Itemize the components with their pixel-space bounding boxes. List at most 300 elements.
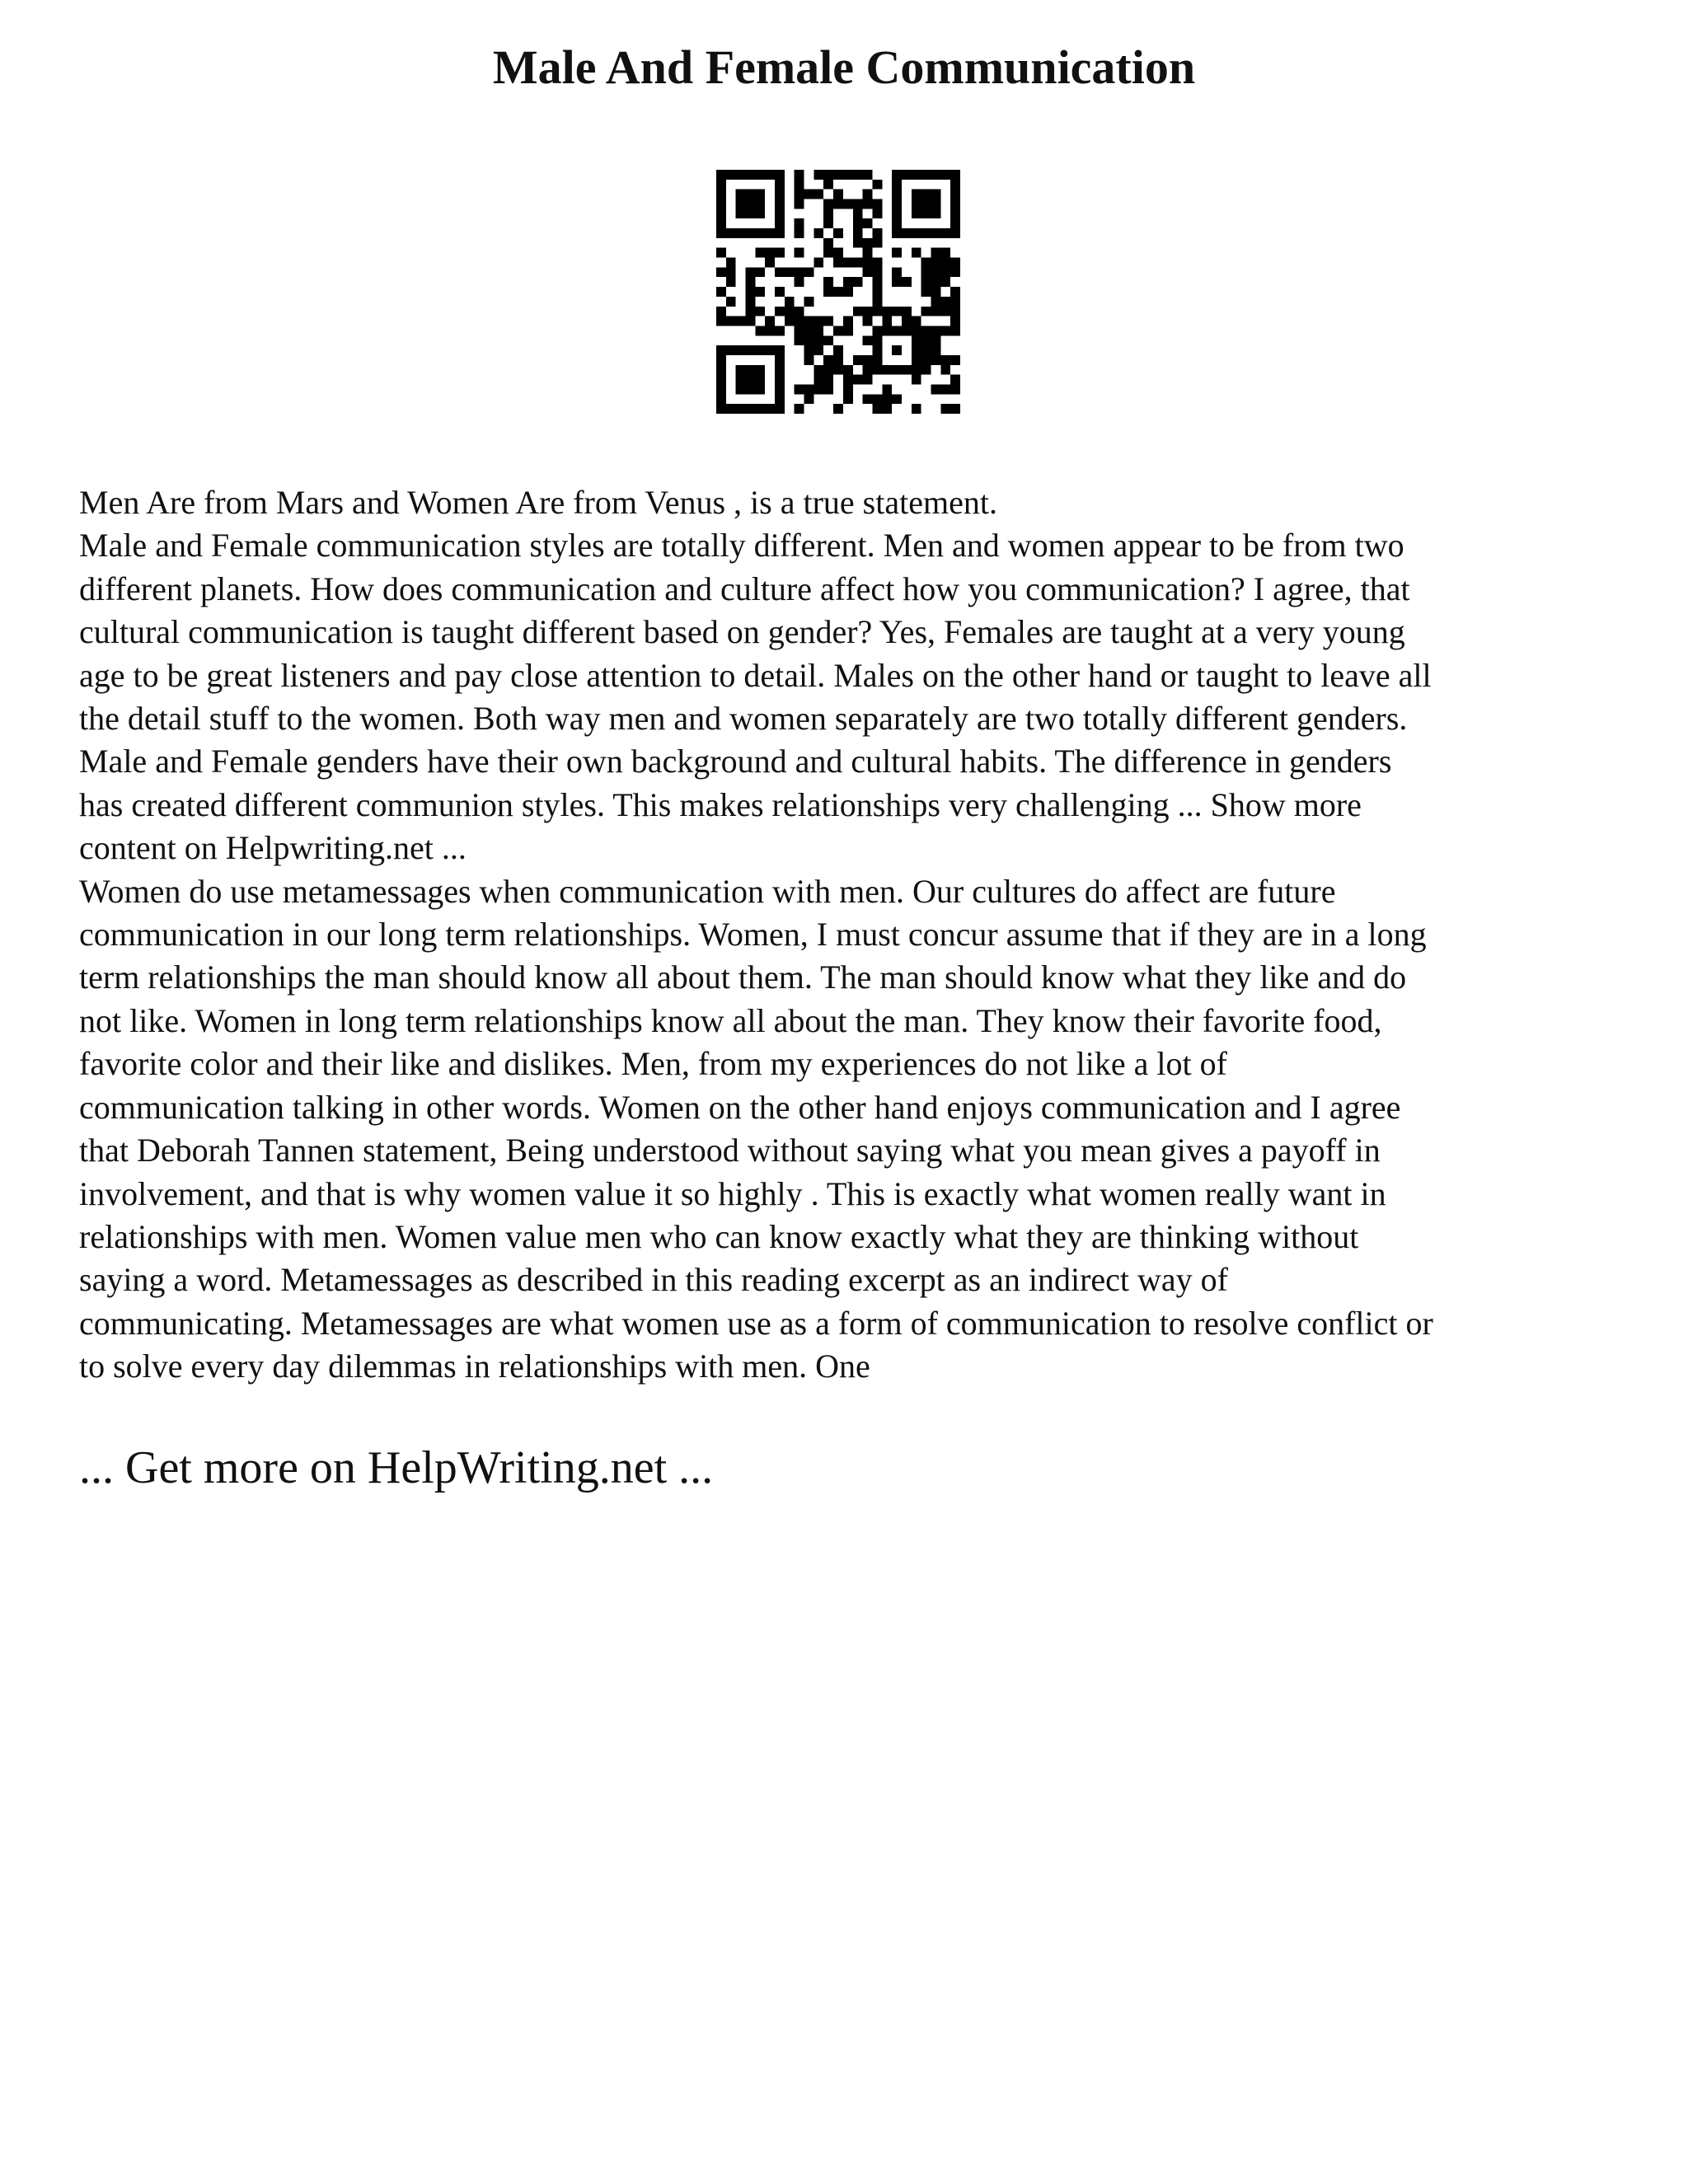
qr-module — [823, 248, 833, 258]
qr-module — [804, 190, 814, 199]
qr-module — [912, 199, 921, 209]
qr-module — [833, 228, 843, 238]
qr-module — [746, 277, 756, 287]
qr-module — [755, 345, 765, 355]
qr-module — [755, 404, 765, 414]
qr-module — [795, 228, 804, 238]
qr-module — [912, 355, 921, 365]
qr-module — [775, 209, 785, 218]
qr-module — [921, 307, 931, 316]
qr-module — [716, 267, 726, 277]
qr-module — [775, 248, 785, 258]
qr-module — [736, 316, 746, 326]
qr-module — [892, 345, 902, 355]
qr-module — [716, 307, 726, 316]
qr-module — [921, 287, 931, 297]
qr-module — [853, 375, 863, 385]
qr-module — [931, 345, 940, 355]
qr-module — [931, 335, 940, 345]
qr-module — [950, 326, 960, 335]
qr-module — [795, 180, 804, 190]
qr-module — [921, 345, 931, 355]
qr-module — [814, 375, 823, 385]
qr-module — [785, 267, 795, 277]
qr-module — [902, 307, 912, 316]
qr-code-icon — [716, 170, 960, 414]
qr-module — [716, 345, 726, 355]
qr-module — [726, 345, 736, 355]
qr-module — [921, 170, 931, 180]
qr-module — [931, 190, 940, 199]
qr-module — [940, 297, 950, 307]
qr-module — [726, 228, 736, 238]
qr-module — [746, 316, 756, 326]
qr-module — [843, 394, 853, 404]
qr-module — [795, 316, 804, 326]
qr-module — [931, 199, 940, 209]
qr-module — [902, 316, 912, 326]
qr-module — [804, 345, 814, 355]
qr-module — [795, 384, 804, 394]
qr-module — [863, 365, 873, 375]
qr-module — [814, 365, 823, 375]
qr-module — [775, 199, 785, 209]
qr-module — [921, 190, 931, 199]
qr-module — [940, 267, 950, 277]
qr-module — [833, 190, 843, 199]
qr-module — [853, 355, 863, 365]
qr-module — [863, 248, 873, 258]
qr-module — [843, 365, 853, 375]
qr-module — [785, 307, 795, 316]
qr-module — [872, 238, 882, 248]
qr-module — [892, 209, 902, 218]
qr-module — [950, 170, 960, 180]
qr-module — [814, 345, 823, 355]
qr-module — [863, 170, 873, 180]
qr-module — [872, 258, 882, 268]
qr-module — [843, 170, 853, 180]
qr-module — [814, 190, 823, 199]
qr-module — [950, 355, 960, 365]
qr-module — [921, 228, 931, 238]
qr-module — [746, 375, 756, 385]
qr-module — [950, 267, 960, 277]
qr-module — [882, 404, 892, 414]
qr-module — [716, 180, 726, 190]
qr-module — [755, 365, 765, 375]
qr-module — [755, 326, 765, 335]
qr-module — [746, 345, 756, 355]
qr-module — [931, 326, 940, 335]
qr-module — [755, 170, 765, 180]
qr-module — [863, 307, 873, 316]
qr-module — [843, 277, 853, 287]
qr-module — [775, 170, 785, 180]
qr-module — [726, 258, 736, 268]
qr-module — [736, 345, 746, 355]
qr-module — [814, 335, 823, 345]
qr-module — [716, 355, 726, 365]
qr-module — [921, 209, 931, 218]
qr-module — [872, 365, 882, 375]
qr-module — [950, 199, 960, 209]
qr-module — [892, 228, 902, 238]
qr-module — [736, 190, 746, 199]
qr-module — [843, 258, 853, 268]
qr-module — [716, 404, 726, 414]
qr-module — [765, 248, 775, 258]
qr-module — [912, 190, 921, 199]
qr-module — [872, 287, 882, 297]
qr-module — [902, 277, 912, 287]
qr-module — [882, 316, 892, 326]
qr-module — [775, 355, 785, 365]
qr-module — [931, 228, 940, 238]
qr-module — [804, 316, 814, 326]
qr-module — [716, 248, 726, 258]
qr-module — [872, 326, 882, 335]
qr-module — [950, 307, 960, 316]
qr-module — [823, 365, 833, 375]
qr-module — [755, 228, 765, 238]
qr-module — [746, 287, 756, 297]
qr-module — [736, 404, 746, 414]
qr-module — [892, 267, 902, 277]
qr-module — [950, 316, 960, 326]
paragraph-metamessages: Women do use metamessages when communication with men. Our cultures do affect are future communication in our long term relationships. Women, I must concur assume that if they are in a long term relationships the man should know all about them. The man should know what they like and do not like. Women in long term relationships know all about the man. They know their favorite food, favorite color and their like and dislikes. Men, from my experiences do not like a lot of communication talking in other words. Women on the other hand enjoys communication and I agree that Deborah Tannen statement, Being understood without saying what you mean gives a payoff in involvement, and that is why women value it so highly . This is exactly what women really want in relationships with men. Women value men who can know exactly what they are thinking without saying a word. Metamessages as described in this reading excerpt as an indirect way of communicating. Metamessages are what women use as a form of communication to resolve conflict or to solve every day dilemmas in relationships with men. One — [79, 872, 1433, 1385]
qr-module — [833, 248, 843, 258]
qr-module — [765, 258, 775, 268]
qr-module — [872, 180, 882, 190]
qr-module — [726, 297, 736, 307]
qr-module — [823, 287, 833, 297]
qr-module — [746, 190, 756, 199]
qr-module — [755, 199, 765, 209]
qr-module — [912, 170, 921, 180]
qr-module — [716, 365, 726, 375]
qr-module — [833, 355, 843, 365]
qr-module — [882, 365, 892, 375]
qr-module — [775, 404, 785, 414]
qr-module — [716, 375, 726, 385]
qr-module — [931, 287, 940, 297]
qr-module — [892, 218, 902, 228]
qr-module — [795, 307, 804, 316]
qr-module — [746, 307, 756, 316]
qr-module — [882, 394, 892, 404]
qr-module — [921, 365, 931, 375]
qr-module — [716, 199, 726, 209]
qr-module — [755, 209, 765, 218]
qr-module — [726, 277, 736, 287]
qr-module — [892, 170, 902, 180]
qr-module — [912, 228, 921, 238]
qr-module — [823, 335, 833, 345]
qr-module — [853, 199, 863, 209]
qr-module — [795, 218, 804, 228]
qr-module — [902, 365, 912, 375]
qr-module — [863, 199, 873, 209]
qr-module — [863, 375, 873, 385]
qr-module — [940, 170, 950, 180]
qr-module — [775, 394, 785, 404]
qr-module — [892, 248, 902, 258]
qr-module — [823, 218, 833, 228]
qr-module — [833, 326, 843, 335]
qr-module — [843, 287, 853, 297]
qr-module — [775, 180, 785, 190]
qr-module — [804, 326, 814, 335]
qr-module — [872, 199, 882, 209]
qr-module — [853, 218, 863, 228]
qr-module — [823, 375, 833, 385]
qr-module — [765, 170, 775, 180]
qr-module — [736, 375, 746, 385]
qr-module — [912, 248, 921, 258]
qr-module — [755, 307, 765, 316]
qr-module — [872, 355, 882, 365]
qr-module — [853, 258, 863, 268]
qr-module — [931, 355, 940, 365]
essay-body — [79, 481, 1629, 1389]
qr-module — [823, 238, 833, 248]
qr-module — [950, 404, 960, 414]
qr-module — [833, 287, 843, 297]
qr-module — [940, 228, 950, 238]
qr-module — [746, 404, 756, 414]
qr-module — [950, 218, 960, 228]
qr-module — [912, 316, 921, 326]
page-title: Male And Female Communication — [492, 40, 1196, 94]
qr-module — [921, 267, 931, 277]
qr-module — [892, 190, 902, 199]
qr-module — [853, 228, 863, 238]
qr-module — [726, 267, 736, 277]
qr-module — [950, 384, 960, 394]
qr-module — [814, 326, 823, 335]
qr-module — [853, 170, 863, 180]
qr-module — [716, 384, 726, 394]
qr-module — [746, 365, 756, 375]
qr-module — [931, 384, 940, 394]
qr-module — [940, 384, 950, 394]
qr-module — [853, 277, 863, 287]
qr-module — [872, 345, 882, 355]
qr-module — [863, 394, 873, 404]
qr-module — [755, 248, 765, 258]
qr-module — [726, 316, 736, 326]
qr-module — [843, 316, 853, 326]
qr-module — [940, 248, 950, 258]
qr-module — [775, 307, 785, 316]
qr-module — [804, 355, 814, 365]
qr-module — [785, 316, 795, 326]
qr-module — [736, 170, 746, 180]
qr-module — [823, 384, 833, 394]
qr-module — [833, 404, 843, 414]
qr-module — [814, 384, 823, 394]
qr-module — [795, 277, 804, 287]
qr-module — [746, 267, 756, 277]
qr-module — [765, 228, 775, 238]
qr-module — [716, 394, 726, 404]
qr-module — [931, 258, 940, 268]
qr-module — [872, 404, 882, 414]
qr-module — [814, 316, 823, 326]
qr-module — [746, 297, 756, 307]
qr-module — [863, 218, 873, 228]
qr-module — [940, 307, 950, 316]
qr-module — [775, 384, 785, 394]
qr-module — [921, 335, 931, 345]
qr-module — [921, 199, 931, 209]
qr-module — [823, 170, 833, 180]
qr-module — [912, 209, 921, 218]
qr-module — [736, 365, 746, 375]
qr-module — [765, 345, 775, 355]
qr-module — [726, 404, 736, 414]
qr-module — [785, 297, 795, 307]
qr-module — [775, 190, 785, 199]
qr-module — [950, 190, 960, 199]
qr-module — [795, 335, 804, 345]
qr-module — [863, 355, 873, 365]
qr-module — [833, 345, 843, 355]
qr-module — [940, 277, 950, 287]
qr-module — [912, 375, 921, 385]
qr-module — [775, 345, 785, 355]
qr-module — [843, 199, 853, 209]
qr-module — [775, 228, 785, 238]
qr-module — [872, 394, 882, 404]
qr-module — [940, 355, 950, 365]
qr-module — [892, 326, 902, 335]
qr-module — [795, 267, 804, 277]
qr-module — [872, 307, 882, 316]
qr-module — [950, 180, 960, 190]
qr-module — [863, 190, 873, 199]
qr-module — [755, 267, 765, 277]
qr-module — [892, 277, 902, 287]
qr-module — [892, 180, 902, 190]
qr-module — [892, 394, 902, 404]
qr-module — [940, 326, 950, 335]
qr-module — [921, 326, 931, 335]
qr-module — [853, 238, 863, 248]
qr-module — [755, 190, 765, 199]
qr-module — [755, 375, 765, 385]
get-more-link[interactable]: ... Get more on HelpWriting.net ... — [79, 1442, 714, 1493]
qr-module — [872, 209, 882, 218]
qr-module — [823, 199, 833, 209]
qr-module — [843, 375, 853, 385]
qr-module — [950, 209, 960, 218]
qr-module — [872, 267, 882, 277]
qr-module — [950, 287, 960, 297]
qr-module — [863, 335, 873, 345]
qr-module — [892, 199, 902, 209]
qr-module — [863, 267, 873, 277]
qr-module — [921, 258, 931, 268]
qr-module — [804, 297, 814, 307]
qr-module — [950, 258, 960, 268]
qr-module — [716, 170, 726, 180]
qr-module — [823, 355, 833, 365]
qr-module — [736, 384, 746, 394]
qr-module — [716, 190, 726, 199]
qr-module — [863, 258, 873, 268]
qr-module — [755, 384, 765, 394]
qr-module — [882, 307, 892, 316]
qr-module — [716, 287, 726, 297]
qr-module — [950, 297, 960, 307]
qr-module — [775, 287, 785, 297]
paragraph-intro: Men Are from Mars and Women Are from Venus , is a true statement. — [79, 484, 997, 521]
qr-module — [931, 307, 940, 316]
qr-module — [892, 307, 902, 316]
qr-module — [950, 375, 960, 385]
qr-module — [765, 404, 775, 414]
qr-module — [795, 199, 804, 209]
qr-module — [931, 297, 940, 307]
qr-module — [804, 335, 814, 345]
qr-module — [833, 170, 843, 180]
qr-module — [726, 170, 736, 180]
qr-module — [814, 228, 823, 238]
qr-module — [931, 248, 940, 258]
qr-module — [795, 170, 804, 180]
qr-module — [833, 258, 843, 268]
qr-module — [823, 316, 833, 326]
qr-module — [940, 365, 950, 375]
qr-module — [872, 335, 882, 345]
qr-module — [853, 307, 863, 316]
qr-module — [823, 277, 833, 287]
qr-module — [765, 316, 775, 326]
qr-module — [843, 384, 853, 394]
qr-code-graphic — [716, 170, 960, 414]
qr-module — [755, 287, 765, 297]
qr-module — [872, 297, 882, 307]
qr-module — [902, 326, 912, 335]
qr-module — [950, 228, 960, 238]
qr-module — [902, 170, 912, 180]
qr-module — [795, 404, 804, 414]
qr-module — [921, 277, 931, 287]
qr-module — [775, 218, 785, 228]
qr-module — [804, 267, 814, 277]
qr-module — [912, 345, 921, 355]
qr-module — [863, 316, 873, 326]
qr-module — [882, 326, 892, 335]
qr-module — [872, 277, 882, 287]
qr-module — [746, 199, 756, 209]
qr-module — [940, 404, 950, 414]
qr-module — [931, 170, 940, 180]
qr-module — [814, 258, 823, 268]
qr-module — [736, 209, 746, 218]
qr-module — [775, 375, 785, 385]
qr-module — [931, 277, 940, 287]
qr-module — [823, 180, 833, 190]
qr-module — [746, 228, 756, 238]
qr-module — [716, 228, 726, 238]
qr-module — [804, 394, 814, 404]
qr-module — [716, 218, 726, 228]
qr-module — [931, 267, 940, 277]
qr-module — [775, 326, 785, 335]
